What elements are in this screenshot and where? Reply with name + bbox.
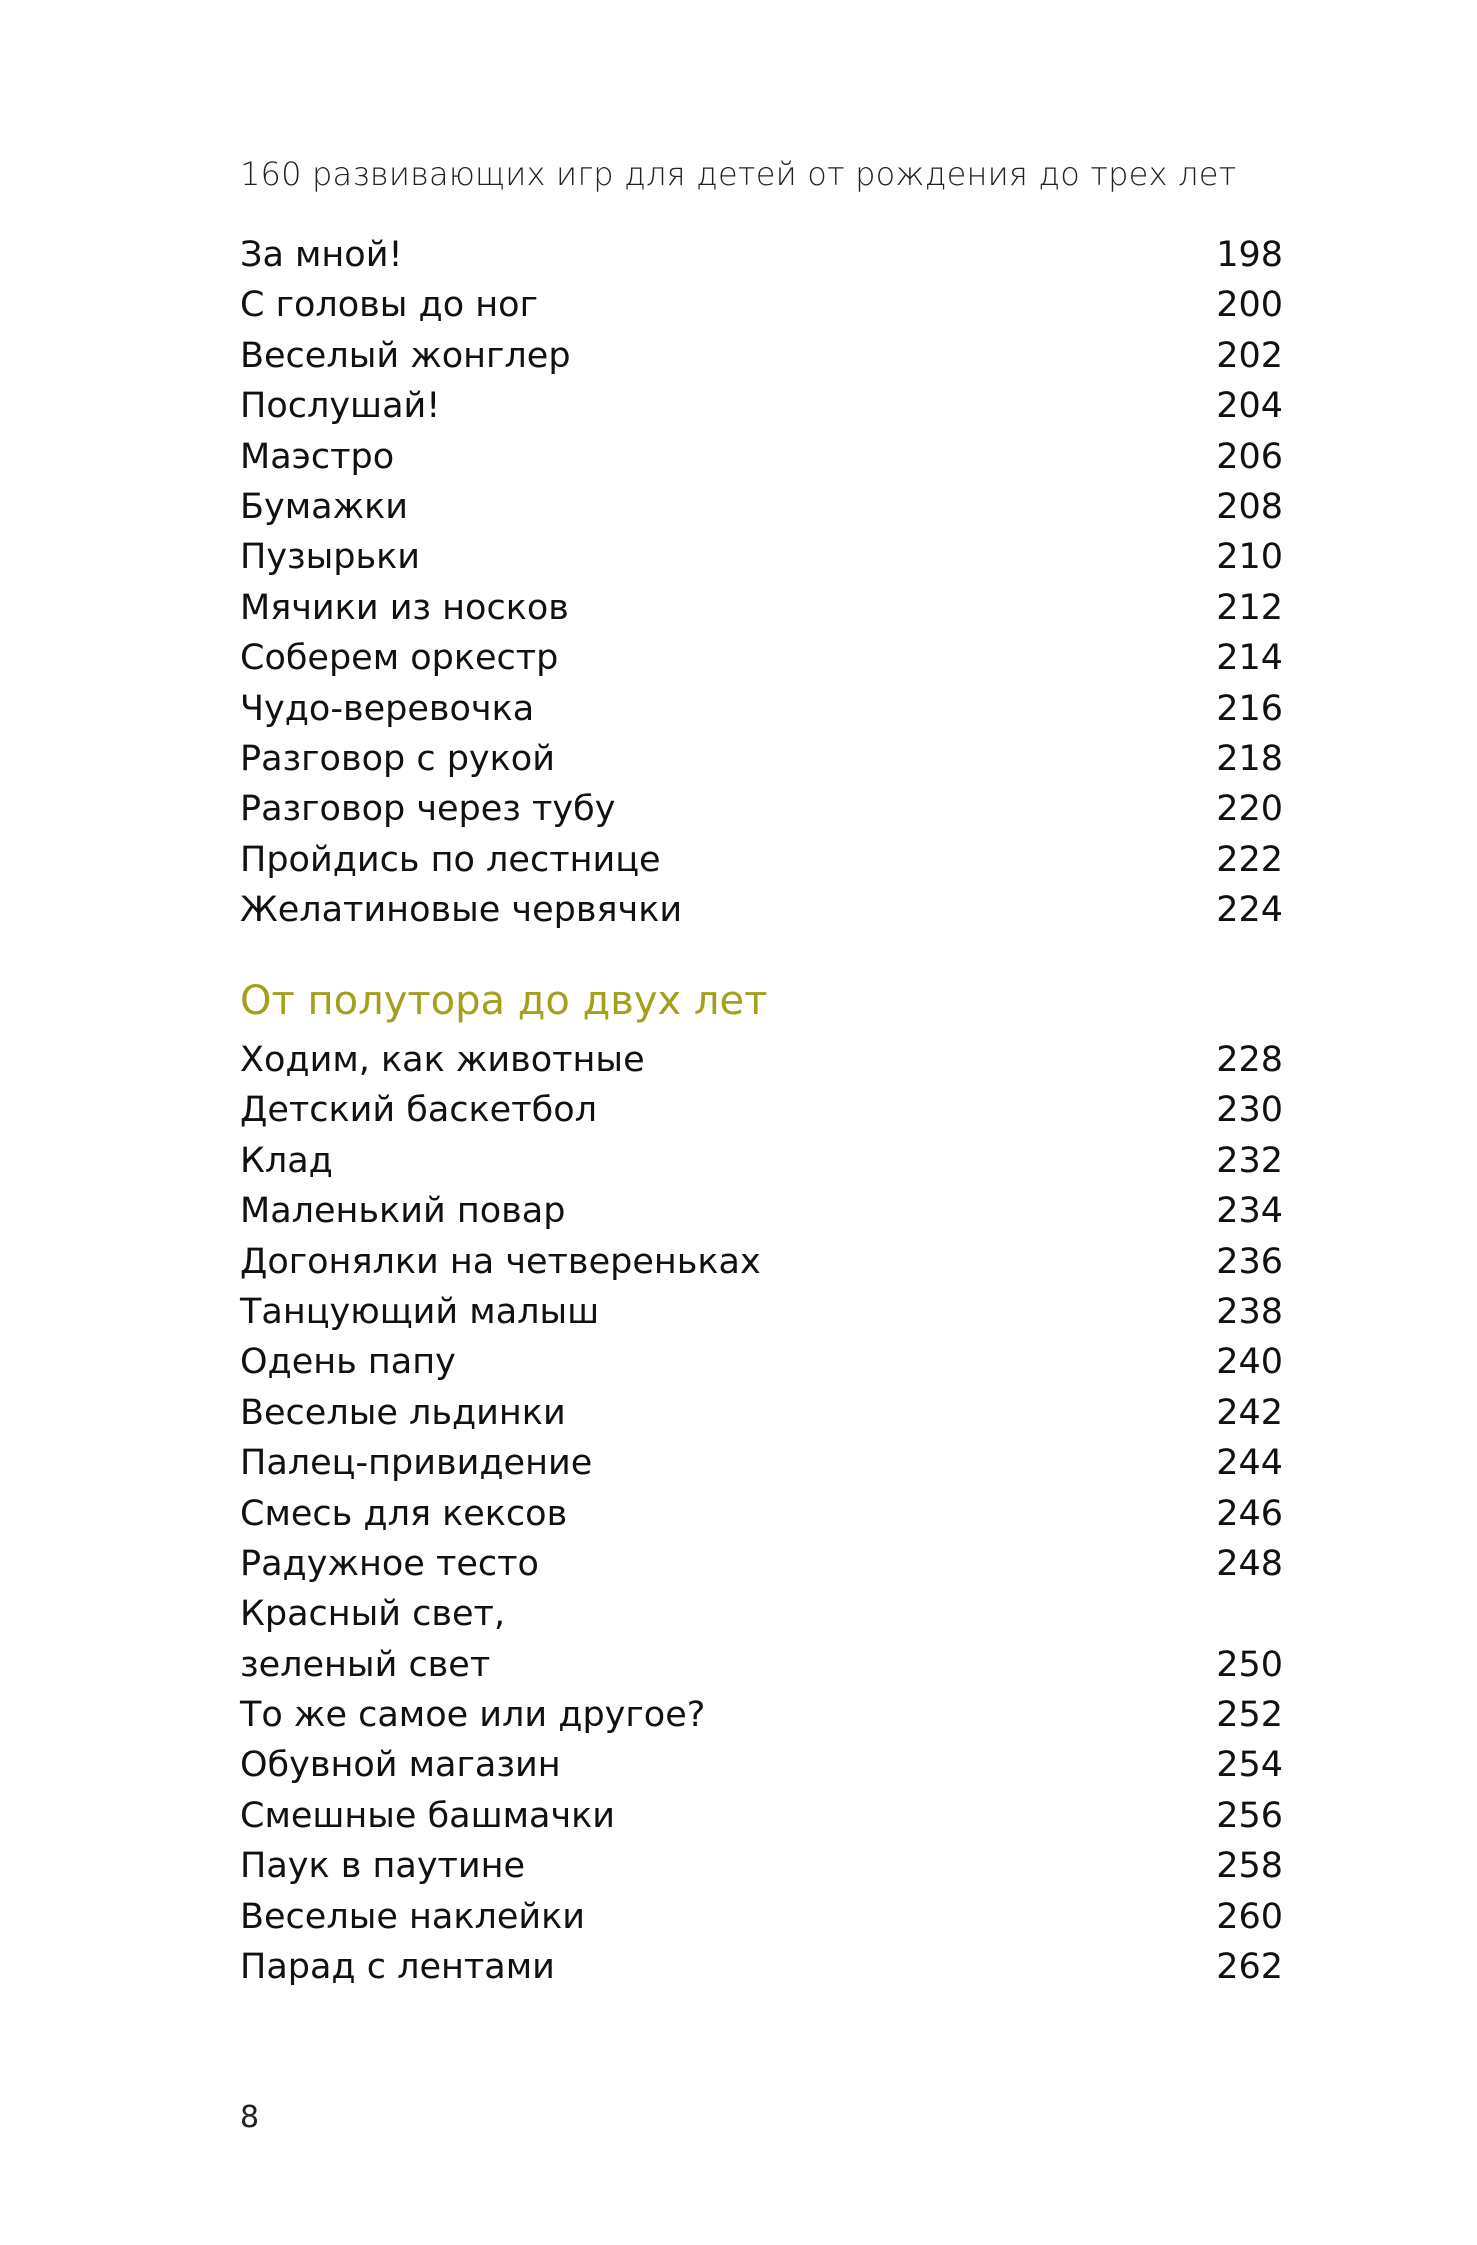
toc-entry-page: 210 [1216, 537, 1283, 578]
toc-entry-page: 200 [1216, 285, 1283, 326]
toc-entry-title: Бумажки [240, 486, 408, 527]
toc-entry-title: С головы до ног [240, 285, 538, 326]
toc-entry [240, 734, 1283, 784]
toc-entry-title: Смесь для кексов [240, 1493, 568, 1534]
toc-entry-page: 204 [1216, 386, 1283, 427]
toc-entry-title: Маленький повар [240, 1191, 566, 1232]
toc-entry-page: 216 [1216, 688, 1283, 729]
toc-entry-title: Желатиновые червячки [240, 890, 683, 931]
toc-entry [240, 1186, 1283, 1236]
toc-entry-page: 220 [1216, 789, 1283, 830]
toc-entry-page: 234 [1216, 1191, 1283, 1232]
toc-entry-page: 244 [1216, 1443, 1283, 1484]
toc-entry [240, 1640, 1283, 1690]
toc-entry-title: Мячики из носков [240, 587, 569, 628]
toc-entry [240, 1841, 1283, 1891]
toc-entry-title: За мной! [240, 235, 403, 275]
toc-entry-page: 260 [1216, 1896, 1283, 1937]
toc-entry [240, 1690, 1283, 1740]
running-head: 160 развивающих игр для детей от рождения до трех лет [240, 155, 1237, 193]
toc-entry-page: 250 [1216, 1644, 1283, 1685]
toc-entry-page: 236 [1216, 1241, 1283, 1282]
toc-entry-title: Радужное тесто [240, 1543, 539, 1584]
toc-entry-page: 240 [1216, 1342, 1283, 1383]
toc-entry-title: Детский баскетбол [240, 1090, 597, 1131]
toc-entry [240, 331, 1283, 381]
toc-entry-title: Догонялки на четвереньках [240, 1241, 761, 1282]
toc-entry [240, 1337, 1283, 1387]
toc-entry [240, 1438, 1283, 1488]
toc-entry-title: Пройдись по лестнице [240, 839, 661, 880]
toc-entry-title: Палец-привидение [240, 1443, 593, 1484]
toc-entry-title: Чудо-веревочка [240, 688, 535, 729]
toc-entry-page: 228 [1216, 1040, 1283, 1080]
toc-entry-title: Пузырьки [240, 537, 421, 578]
page-number: 8 [240, 2100, 260, 2135]
toc-entry [240, 1942, 1283, 1992]
toc-entry [240, 784, 1283, 834]
toc-entry-page: 246 [1216, 1493, 1283, 1534]
toc-entry [240, 1237, 1283, 1287]
toc-entry-title: Разговор с рукой [240, 738, 555, 779]
toc-entry-title: Клад [240, 1140, 333, 1181]
toc-entry [240, 1136, 1283, 1186]
toc-entry [240, 532, 1283, 582]
toc-entry [240, 1388, 1283, 1438]
toc-entry [240, 1589, 1283, 1639]
toc-entry-title: Одень папу [240, 1342, 456, 1383]
toc-entry [240, 482, 1283, 532]
toc-entry [240, 885, 1283, 935]
toc-entry-page: 254 [1216, 1745, 1283, 1786]
toc-entry-page: 248 [1216, 1543, 1283, 1584]
toc-entry [240, 432, 1283, 482]
toc-entry [240, 1085, 1283, 1135]
toc-entry-title: зеленый свет [240, 1644, 491, 1685]
toc-entry [240, 280, 1283, 330]
toc-entry-page: 258 [1216, 1846, 1283, 1887]
toc-entry [240, 1035, 1283, 1085]
toc-entry [240, 230, 1283, 280]
toc-entry [240, 1740, 1283, 1790]
toc-entry-title: Обувной магазин [240, 1745, 561, 1786]
toc-entry [240, 1892, 1283, 1942]
toc-entry-title: Разговор через тубу [240, 789, 616, 830]
toc-entry-page: 198 [1216, 235, 1283, 275]
toc-entry-page: 208 [1216, 486, 1283, 527]
toc-entry [240, 835, 1283, 885]
toc-entry-title: Соберем оркестр [240, 638, 559, 679]
toc-entry-title: Парад с лентами [240, 1947, 555, 1988]
toc-entry-page: 214 [1216, 638, 1283, 679]
toc-entry-title: Маэстро [240, 436, 395, 477]
toc-list-part-1 [240, 230, 1283, 935]
toc-entry-title: То же самое или другое? [240, 1695, 706, 1736]
toc-entry [240, 381, 1283, 431]
section-heading: От полутора до двух лет [240, 978, 768, 1024]
toc-entry-title: Танцующий малыш [240, 1291, 600, 1332]
toc-entry [240, 1539, 1283, 1589]
toc-entry-page: 202 [1216, 335, 1283, 376]
toc-entry [240, 633, 1283, 683]
toc-entry-page: 238 [1216, 1291, 1283, 1332]
toc-entry [240, 583, 1283, 633]
toc-list-part-2 [240, 1035, 1283, 1992]
toc-entry-page: 252 [1216, 1695, 1283, 1736]
toc-entry-title: Послушай! [240, 386, 441, 427]
toc-entry-title: Смешные башмачки [240, 1795, 616, 1836]
toc-entry-page: 218 [1216, 738, 1283, 779]
toc-entry-page: 262 [1216, 1947, 1283, 1988]
toc-entry-page: 230 [1216, 1090, 1283, 1131]
toc-entry-page: 232 [1216, 1140, 1283, 1181]
toc-entry-page: 212 [1216, 587, 1283, 628]
toc-entry-title: Паук в паутине [240, 1846, 526, 1887]
toc-entry-page: 224 [1216, 890, 1283, 931]
toc-entry-page: 206 [1216, 436, 1283, 477]
toc-entry-title: Красный свет, [240, 1594, 506, 1635]
toc-entry [240, 1791, 1283, 1841]
toc-entry-page: 222 [1216, 839, 1283, 880]
toc-entry-title: Веселый жонглер [240, 335, 571, 376]
toc-entry [240, 684, 1283, 734]
toc-entry [240, 1489, 1283, 1539]
toc-entry-page: 242 [1216, 1392, 1283, 1433]
toc-entry-title: Веселые наклейки [240, 1896, 585, 1937]
toc-entry-title: Ходим, как животные [240, 1040, 645, 1080]
toc-entry [240, 1287, 1283, 1337]
toc-entry-title: Веселые льдинки [240, 1392, 566, 1433]
toc-entry-page: 256 [1216, 1795, 1283, 1836]
